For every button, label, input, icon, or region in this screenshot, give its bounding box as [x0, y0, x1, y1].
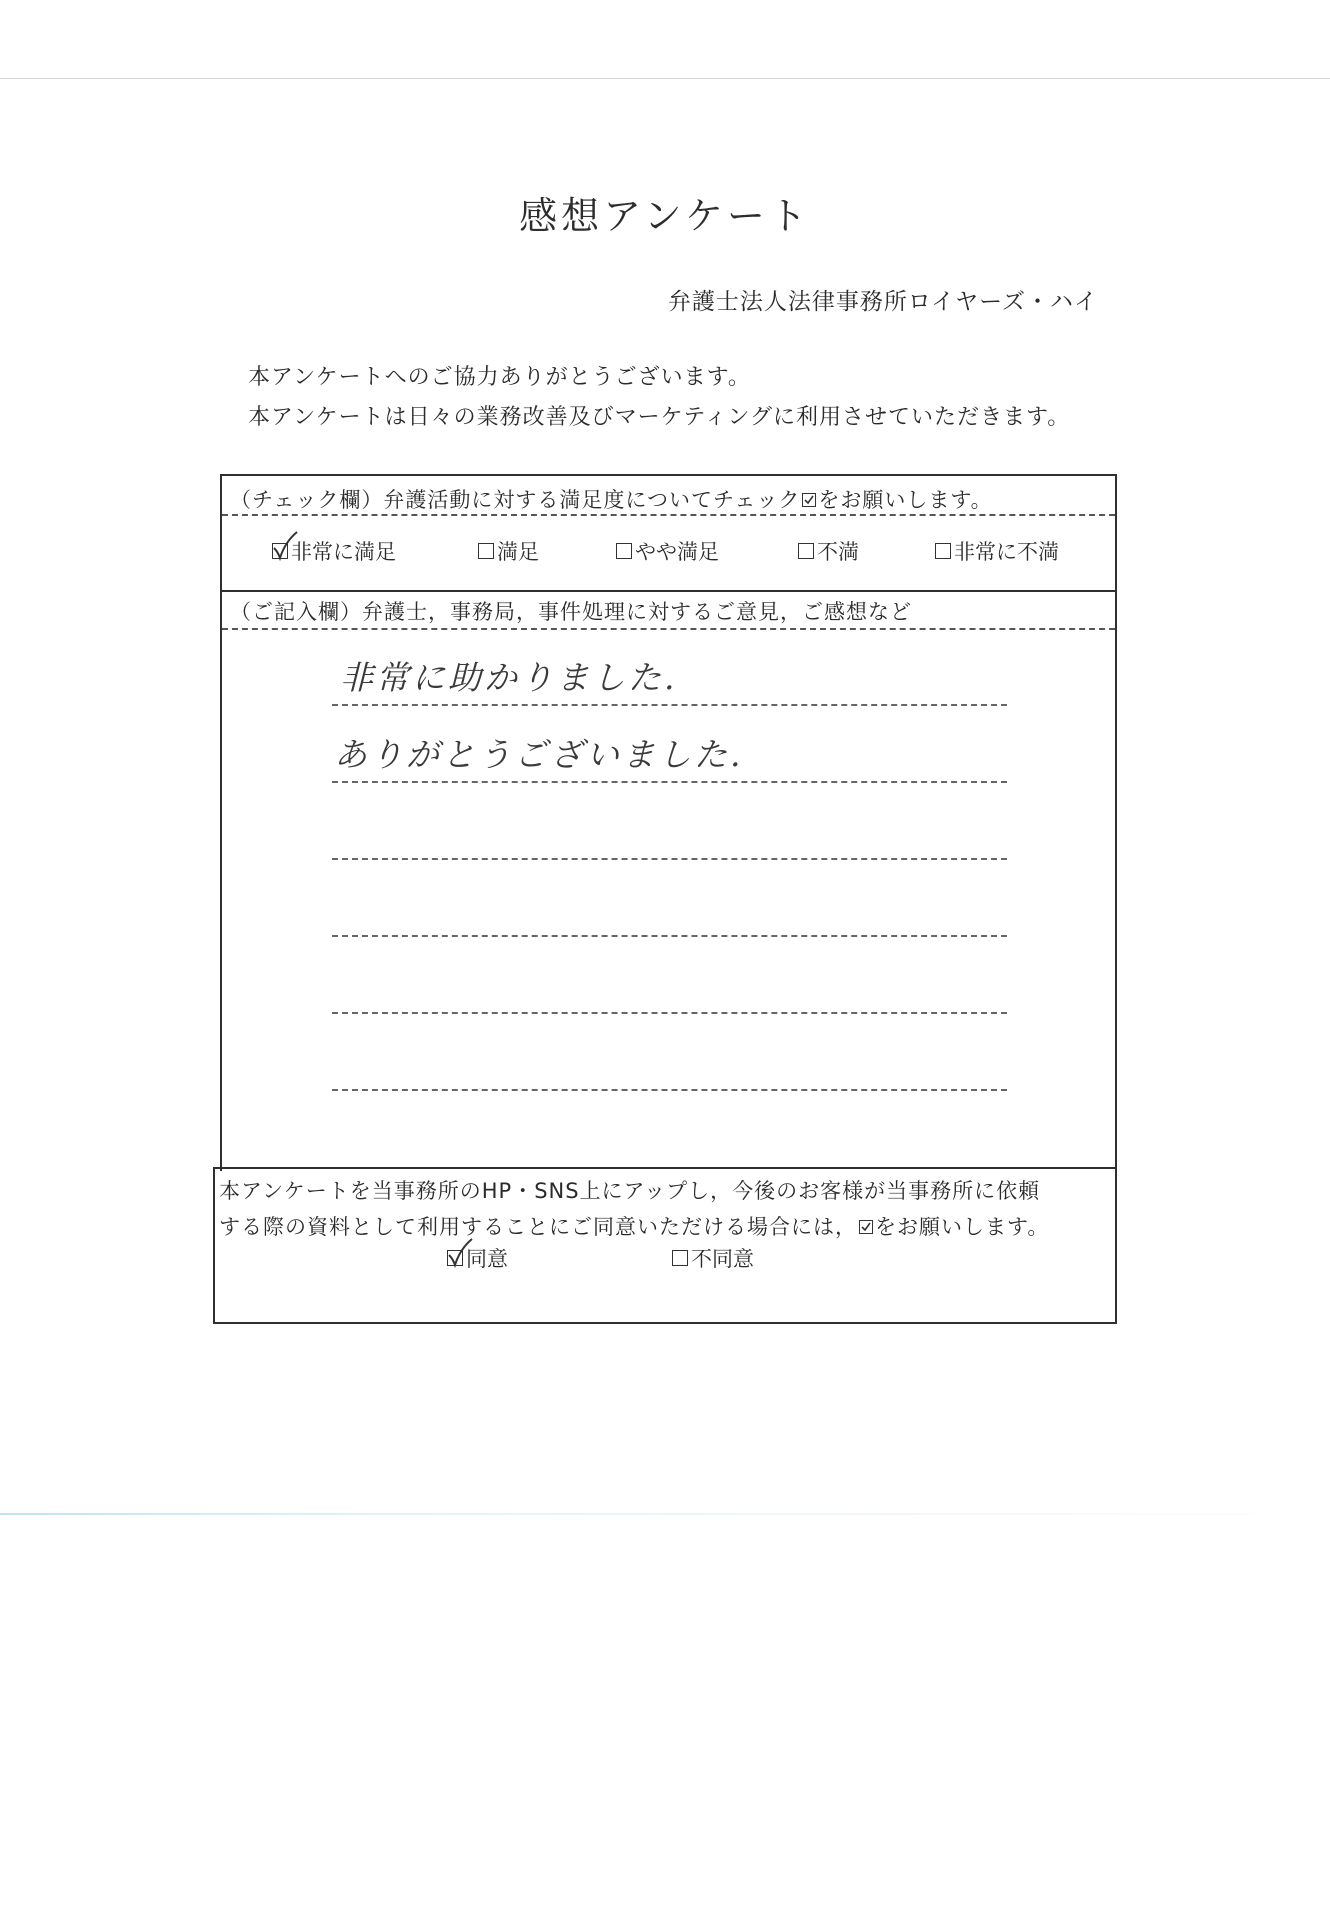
intro-line-1: 本アンケートへのご協力ありがとうございます。	[248, 365, 751, 390]
check-section-header: （チェック欄）弁護活動に対する満足度についてチェック をお願いします。	[230, 488, 993, 512]
scan-artifact-line	[0, 1513, 1330, 1515]
checkbox-unchecked[interactable]	[672, 1250, 688, 1266]
handwritten-comment-line-1: 非常に助かりました.	[340, 658, 678, 697]
checkbox-unchecked[interactable]	[798, 543, 814, 559]
divider	[222, 628, 1115, 630]
writing-line	[332, 935, 1007, 937]
writing-line	[332, 1089, 1007, 1091]
option-somewhat-satisfied[interactable]: やや満足	[616, 536, 719, 566]
checkbox-unchecked[interactable]	[935, 543, 951, 559]
writing-line	[332, 1012, 1007, 1014]
consent-text-line-2: する際の資料として利用することにご同意いただける場合には， をお願いします。	[219, 1215, 1050, 1239]
survey-frame	[220, 474, 1117, 1171]
writing-line	[332, 704, 1007, 706]
checkbox-checked[interactable]	[272, 543, 288, 559]
section-divider	[222, 590, 1115, 592]
option-dissatisfied[interactable]: 不満	[798, 536, 859, 566]
consent-option-agree[interactable]: 同意	[447, 1243, 508, 1273]
comment-section-header: （ご記入欄）弁護士，事務局，事件処理に対するご意見，ご感想など	[230, 600, 912, 624]
checkbox-unchecked[interactable]	[616, 543, 632, 559]
consent-text-line-1: 本アンケートを当事務所のHP・SNS上にアップし，今後のお客様が当事務所に依頼	[219, 1179, 1041, 1203]
option-very-dissatisfied[interactable]: 非常に不満	[935, 536, 1059, 566]
checkbox-unchecked[interactable]	[478, 543, 494, 559]
page-title: 感想アンケート	[519, 194, 811, 238]
writing-line	[332, 781, 1007, 783]
option-very-satisfied[interactable]: 非常に満足	[272, 536, 396, 566]
consent-option-disagree[interactable]: 不同意	[672, 1243, 754, 1273]
handwritten-comment-line-2: ありがとうございました.	[334, 735, 744, 774]
option-satisfied[interactable]: 満足	[478, 536, 539, 566]
checkmark-icon	[271, 530, 299, 564]
intro-line-2: 本アンケートは日々の業務改善及びマーケティングに利用させていただきます。	[248, 405, 1071, 430]
checkbox-checked[interactable]	[447, 1250, 463, 1266]
checked-box-sample-icon	[859, 1220, 873, 1234]
checked-box-sample-icon	[802, 493, 816, 507]
checkmark-icon	[446, 1237, 474, 1271]
divider	[222, 514, 1115, 516]
page-top-rule	[0, 78, 1330, 79]
writing-line	[332, 858, 1007, 860]
consent-frame	[213, 1167, 1117, 1324]
office-name: 弁護士法人法律事務所ロイヤーズ・ハイ	[667, 289, 1098, 315]
